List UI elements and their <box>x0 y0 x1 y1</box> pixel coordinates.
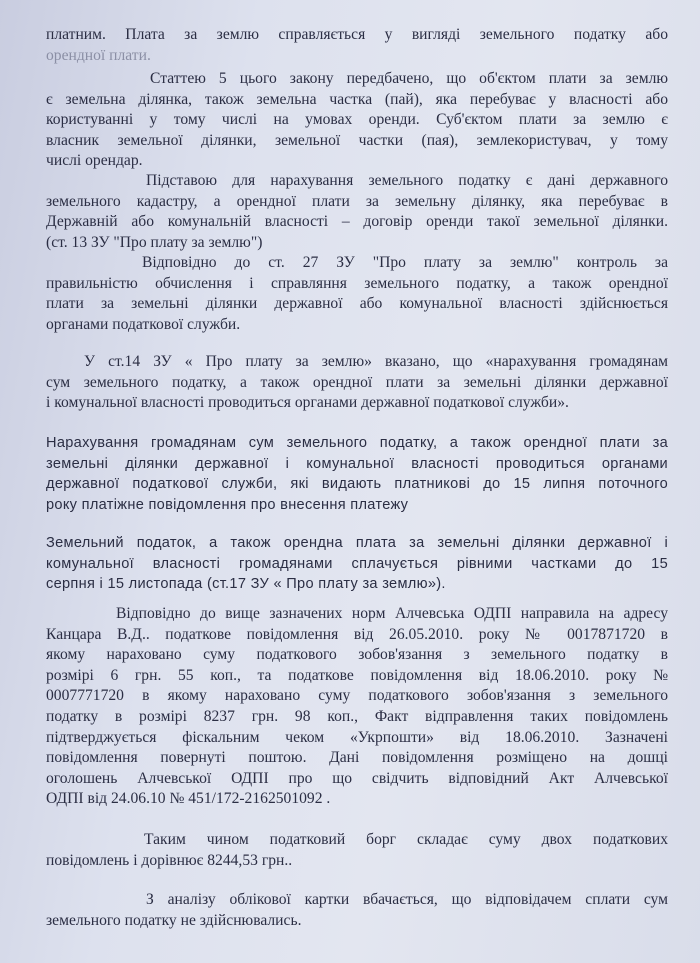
text-line: Нарахування громадянам сум земельного податку, а також орендної плати за <box>46 435 668 451</box>
text-line: органами податкової служби. <box>46 315 241 333</box>
text-line: земельного кадастру, а орендної плати за земельну ділянку, яка перебуває в <box>46 192 668 210</box>
text-line: податку в розмірі 8237 грн. 98 коп., Факт відправлення таких повідомлень <box>46 707 668 725</box>
text-line: Відповідно до ст. 27 ЗУ "Про плату за землю" контроль за <box>142 254 668 271</box>
text-line: державної податкової служби, які видають платникові до 15 липня поточного <box>46 476 668 493</box>
text-line: З аналізу облікової картки вбачається, що відповідачем сплати сум <box>146 891 668 908</box>
text-line: комунальної власності громадянами сплачується рівними частками до 15 <box>46 555 668 572</box>
paragraph-calculation <box>46 433 668 515</box>
paragraph-basis <box>46 171 668 253</box>
paragraph-analysis <box>46 890 668 931</box>
text-line: платним. Плата за землю справляється у вигляді земельного податку або <box>46 26 668 43</box>
text-line: повідомлень і дорівнює 8244,53 грн.. <box>46 851 293 869</box>
text-line: є земельна ділянка, також земельна частка (пай), яка перебуває у власності або <box>46 90 668 108</box>
text-line: оголошень Алчевської ОДПІ про що свідчить відповідний Акт Алчевської <box>46 769 668 787</box>
text-line: правильністю обчислення і справляння земельного податку, а також орендної <box>46 274 668 292</box>
text-line: земельні ділянки державної і комунальної власності проводиться органами <box>46 455 668 472</box>
text-line: Державній або комунальній власності – договір оренди такої земельної ділянки. <box>46 213 668 231</box>
text-line: Підставою для нарахування земельного податку є дані державного <box>146 172 668 189</box>
text-line: ОДПІ від 24.06.10 № 451/172-2162501092 . <box>46 790 331 808</box>
text-line: сум земельного податку, а також орендної плати за земельні ділянки державної <box>46 373 668 391</box>
paragraph-intro <box>46 25 668 66</box>
text-line: власник земельної ділянки, земельної частки (пая), землекористувач, у тому <box>46 131 668 149</box>
paragraph-article-5 <box>46 69 668 172</box>
text-line: земельного податку не здійснювались. <box>46 911 302 929</box>
text-line: користуванні у тому числі на умовах оренди. Суб'єктом плати за землю є <box>46 111 668 129</box>
text-line: числі орендар. <box>46 152 143 170</box>
text-line: Таким чином податковий борг складає суму двох податкових <box>144 831 668 848</box>
text-line: підтверджується фіскальним чеком «Укрпошти» від 18.06.2010. Зазначені <box>46 728 668 746</box>
text-line: і комунальної власності проводиться органами державної податкової служби». <box>46 394 569 412</box>
paragraph-payment <box>46 533 668 595</box>
text-line: У ст.14 ЗУ « Про плату за землю» вказано, що «нарахування громадянам <box>84 353 668 370</box>
text-line: серпня і 15 листопада (ст.17 ЗУ « Про плату за землю»). <box>46 576 446 593</box>
text-line: 0007771720 в якому нараховано суму податкового зобов'язання з земельного <box>46 687 668 705</box>
text-line: Відповідно до вище зазначених норм Алчевська ОДПІ направила на адресу <box>116 605 668 622</box>
text-line: Статтею 5 цього закону передбачено, що об'єктом плати за землю <box>150 70 668 87</box>
text-line: Земельний податок, а також орендна плата за земельні ділянки державної і <box>46 535 668 551</box>
paragraph-debt <box>46 830 668 871</box>
text-line: повідомлення повернуті поштою. Дані повідомлення розміщено на дошці <box>46 749 668 767</box>
text-line: розмірі 6 грн. 55 коп., та податкове повідомлення від 18.06.2010. року № <box>46 666 668 684</box>
paragraph-notifications <box>46 604 668 810</box>
text-line: Канцара В.Д.. податкове повідомлення від 26.05.2010. року № 0017871720 в <box>46 625 668 643</box>
text-line: (ст. 13 ЗУ "Про плату за землю") <box>46 233 263 251</box>
text-line: орендної плати. <box>46 46 151 64</box>
paragraph-article-27 <box>46 253 668 335</box>
text-line: плати за земельні ділянки державної або комунальної власності здійснюється <box>46 295 668 313</box>
text-line: якому нараховано суму податкового зобов'язання з земельного податку в <box>46 646 668 664</box>
paragraph-article-14 <box>46 352 668 414</box>
text-line: року платіжне повідомлення про внесення платежу <box>46 496 409 513</box>
